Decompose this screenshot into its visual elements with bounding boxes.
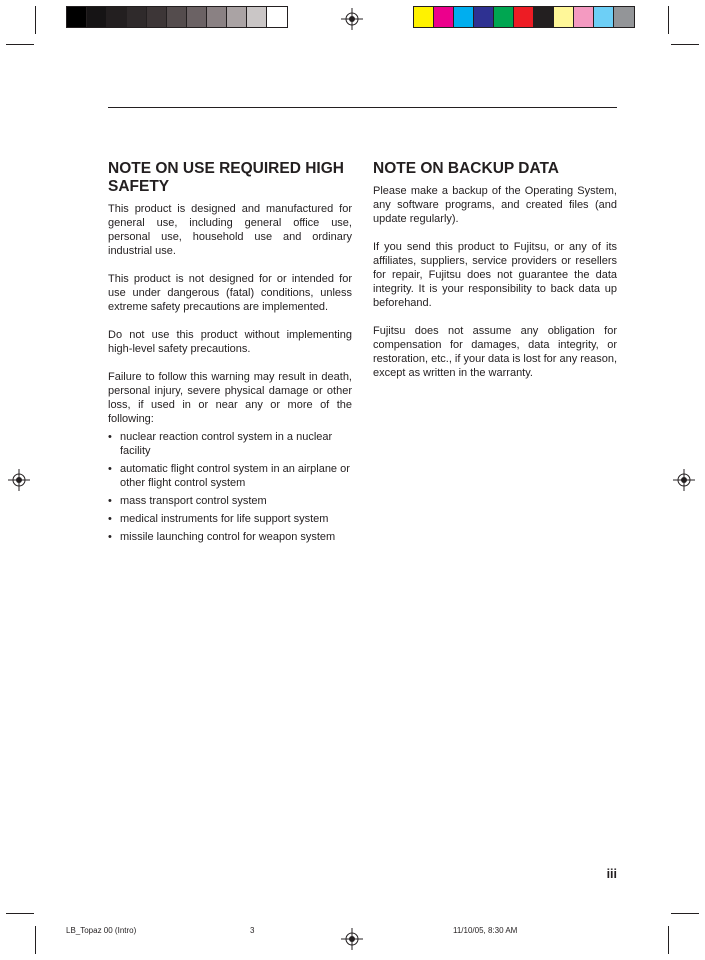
gray-swatch [207, 7, 227, 27]
process-swatch [434, 7, 454, 27]
process-swatch [614, 7, 634, 27]
gray-swatch [147, 7, 167, 27]
gray-swatch [247, 7, 267, 27]
crop-mark [35, 926, 36, 954]
safety-heading: NOTE ON USE REQUIRED HIGH SAFETY [108, 160, 344, 195]
list-item: • mass transport control system [108, 495, 267, 507]
backup-paragraph: If you send this product to Fujitsu, or any of its affiliates, suppliers, service providers or resellers for repair, Fujitsu does not guarantee the data integrity. It is your responsibility to back data up beforehand. [373, 241, 617, 309]
crop-mark [6, 913, 34, 914]
backup-paragraph: Fujitsu does not assume any obligation for compensation for damages, data integrity, or restoration, etc., if your data is lost for any reason, except as written in the warranty. [373, 325, 617, 379]
gray-swatch [87, 7, 107, 27]
header-rule [108, 107, 617, 108]
bullet-icon: • [108, 495, 112, 507]
bullet-icon: • [108, 463, 112, 475]
list-item: • nuclear reaction control system in a nuclear facility [108, 431, 333, 457]
gray-swatch [127, 7, 147, 27]
process-swatch [574, 7, 594, 27]
process-swatch [494, 7, 514, 27]
crop-mark [668, 926, 669, 954]
bullet-icon: • [108, 531, 112, 543]
safety-paragraph: This product is designed and manufactured for general use, including general office use, personal use, household use and ordinary industrial use. [108, 203, 352, 257]
crop-mark [671, 913, 699, 914]
slug-page: 3 [250, 926, 255, 935]
slug-filename: LB_Topaz 00 (Intro) [66, 926, 137, 935]
gray-swatch [227, 7, 247, 27]
process-swatch [514, 7, 534, 27]
safety-section [108, 160, 352, 548]
hazard-list [108, 430, 352, 544]
gray-swatch [167, 7, 187, 27]
process-swatch [474, 7, 494, 27]
process-swatch [414, 7, 434, 27]
list-item: • automatic flight control system in an airplane or other flight control system [108, 463, 350, 489]
registration-mark-icon [341, 928, 363, 950]
registration-mark-icon [8, 469, 30, 491]
process-swatch [554, 7, 574, 27]
list-item: • medical instruments for life support system [108, 513, 329, 525]
page-number: iii [606, 867, 617, 881]
process-swatch [534, 7, 554, 27]
registration-mark-icon [673, 469, 695, 491]
crop-mark [668, 6, 669, 34]
process-swatch [454, 7, 474, 27]
backup-paragraph: Please make a backup of the Operating System, any software programs, and created files (and update regularly). [373, 185, 617, 225]
safety-paragraph: This product is not designed for or intended for use under dangerous (fatal) conditions, unless extreme safety precautions are implemented. [108, 273, 352, 313]
gray-swatch [187, 7, 207, 27]
gray-swatch [107, 7, 127, 27]
crop-mark [35, 6, 36, 34]
registration-mark-icon [341, 8, 363, 30]
list-item: • missile launching control for weapon system [108, 531, 336, 543]
safety-paragraph: Do not use this product without implementing high-level safety precautions. [108, 329, 352, 355]
crop-mark [6, 44, 34, 45]
slug-timestamp: 11/10/05, 8:30 AM [453, 926, 518, 935]
process-color-bar [413, 6, 635, 28]
safety-paragraph: Failure to follow this warning may result in death, personal injury, severe physical damage or other loss, if used in or near any or more of the following: [108, 371, 352, 425]
gray-swatch [267, 7, 287, 27]
backup-heading: NOTE ON BACKUP DATA [373, 160, 559, 177]
gray-swatch [67, 7, 87, 27]
process-swatch [594, 7, 614, 27]
grayscale-color-bar [66, 6, 288, 28]
backup-section [373, 160, 617, 394]
bullet-icon: • [108, 513, 112, 525]
crop-mark [671, 44, 699, 45]
bullet-icon: • [108, 431, 112, 443]
